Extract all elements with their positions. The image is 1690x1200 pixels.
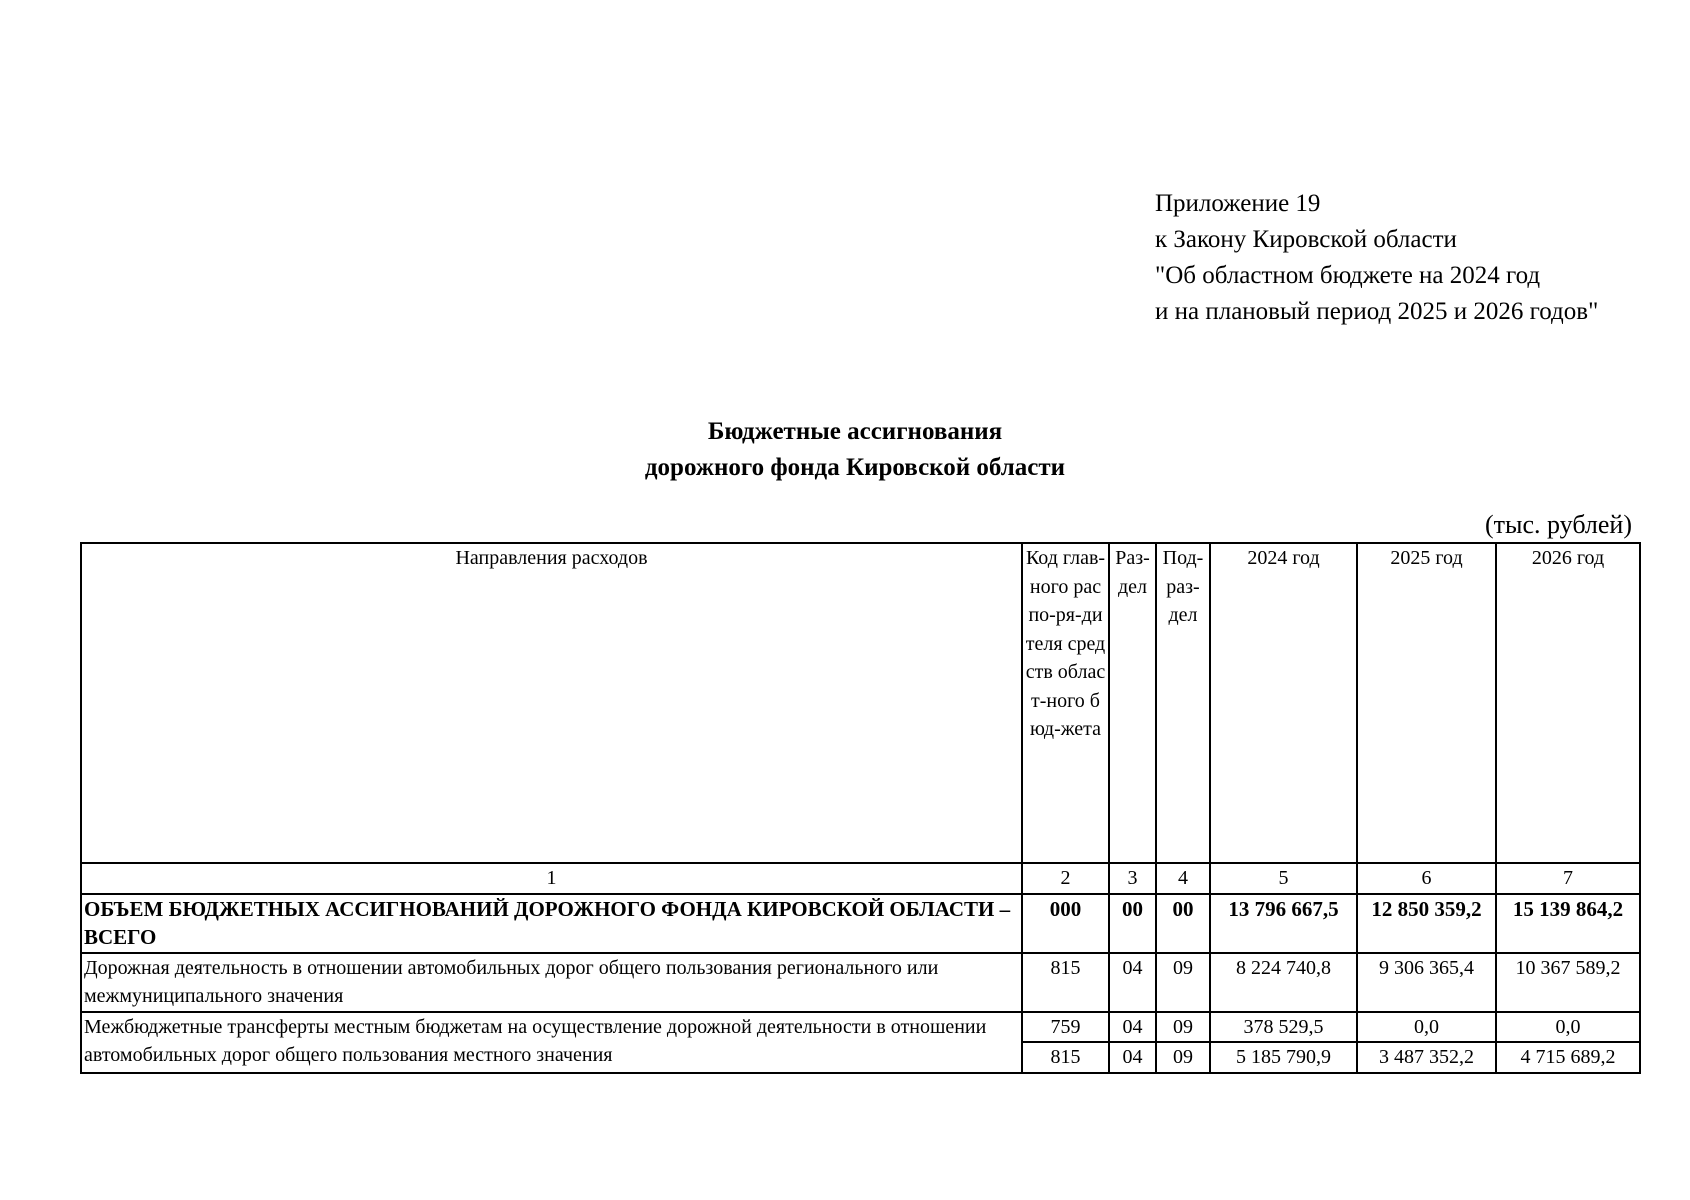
column-number-1: 1	[81, 863, 1022, 894]
row-1-name: Дорожная деятельность в отношении автомобильных дорог общего пользования регионального или межмуниципального значения	[81, 953, 1022, 1012]
column-number-4: 4	[1156, 863, 1210, 894]
row-3-subsection: 09	[1156, 1042, 1210, 1073]
header-2026: 2026 год	[1496, 543, 1640, 863]
table-row	[81, 1012, 1640, 1043]
total-name: ОБЪЕМ БЮДЖЕТНЫХ АССИГНОВАНИЙ ДОРОЖНОГО ФОНДА КИРОВСКОЙ ОБЛАСТИ – ВСЕГО	[81, 894, 1022, 953]
budget-table	[80, 542, 1641, 1074]
header-2025: 2025 год	[1357, 543, 1496, 863]
row-2-section: 04	[1109, 1012, 1156, 1043]
row-2-name: Межбюджетные трансферты местным бюджетам на осуществление дорожной деятельности в отношении автомобильных дорог общего пользования местного значения	[81, 1012, 1022, 1073]
row-2-code: 759	[1022, 1012, 1109, 1043]
header-direction: Направления расходов	[81, 543, 1022, 863]
table-row-total	[81, 894, 1640, 953]
document-title	[0, 414, 1690, 486]
row-3-section: 04	[1109, 1042, 1156, 1073]
row-1-2026: 10 367 589,2	[1496, 953, 1640, 1012]
header-2024: 2024 год	[1210, 543, 1357, 863]
total-section: 00	[1109, 894, 1156, 953]
row-3-2025: 3 487 352,2	[1357, 1042, 1496, 1073]
appendix-line-1: Приложение 19	[1155, 190, 1321, 217]
column-number-3: 3	[1109, 863, 1156, 894]
appendix-line-2: к Закону Кировской области	[1155, 226, 1457, 253]
total-2026: 15 139 864,2	[1496, 894, 1640, 953]
row-3-code: 815	[1022, 1042, 1109, 1073]
appendix-line-3: "Об областном бюджете на 2024 год	[1155, 262, 1541, 289]
title-line-1: Бюджетные ассигнования	[707, 418, 1003, 445]
column-number-7: 7	[1496, 863, 1640, 894]
table-header-row	[81, 543, 1640, 863]
total-2024: 13 796 667,5	[1210, 894, 1357, 953]
title-line-2: дорожного фонда Кировской области	[644, 454, 1066, 481]
total-subsection: 00	[1156, 894, 1210, 953]
row-3-2024: 5 185 790,9	[1210, 1042, 1357, 1073]
column-number-row	[81, 863, 1640, 894]
row-2-subsection: 09	[1156, 1012, 1210, 1043]
column-number-6: 6	[1357, 863, 1496, 894]
row-1-section: 04	[1109, 953, 1156, 1012]
header-subsection: Под-раз-дел	[1156, 543, 1210, 863]
row-3-2026: 4 715 689,2	[1496, 1042, 1640, 1073]
units-label: (тыс. рублей)	[1484, 510, 1632, 539]
appendix-header	[1155, 186, 1598, 330]
header-code: Код глав-ного распо-ря-дителя средств област-ного бюд-жета	[1022, 543, 1109, 863]
row-2-2024: 378 529,5	[1210, 1012, 1357, 1043]
table-row	[81, 953, 1640, 1012]
row-2-2026: 0,0	[1496, 1012, 1640, 1043]
row-1-2025: 9 306 365,4	[1357, 953, 1496, 1012]
header-section: Раз-дел	[1109, 543, 1156, 863]
row-2-2025: 0,0	[1357, 1012, 1496, 1043]
row-1-subsection: 09	[1156, 953, 1210, 1012]
total-2025: 12 850 359,2	[1357, 894, 1496, 953]
row-1-2024: 8 224 740,8	[1210, 953, 1357, 1012]
column-number-5: 5	[1210, 863, 1357, 894]
total-code: 000	[1022, 894, 1109, 953]
row-1-code: 815	[1022, 953, 1109, 1012]
column-number-2: 2	[1022, 863, 1109, 894]
appendix-line-4: и на плановый период 2025 и 2026 годов"	[1155, 298, 1599, 325]
